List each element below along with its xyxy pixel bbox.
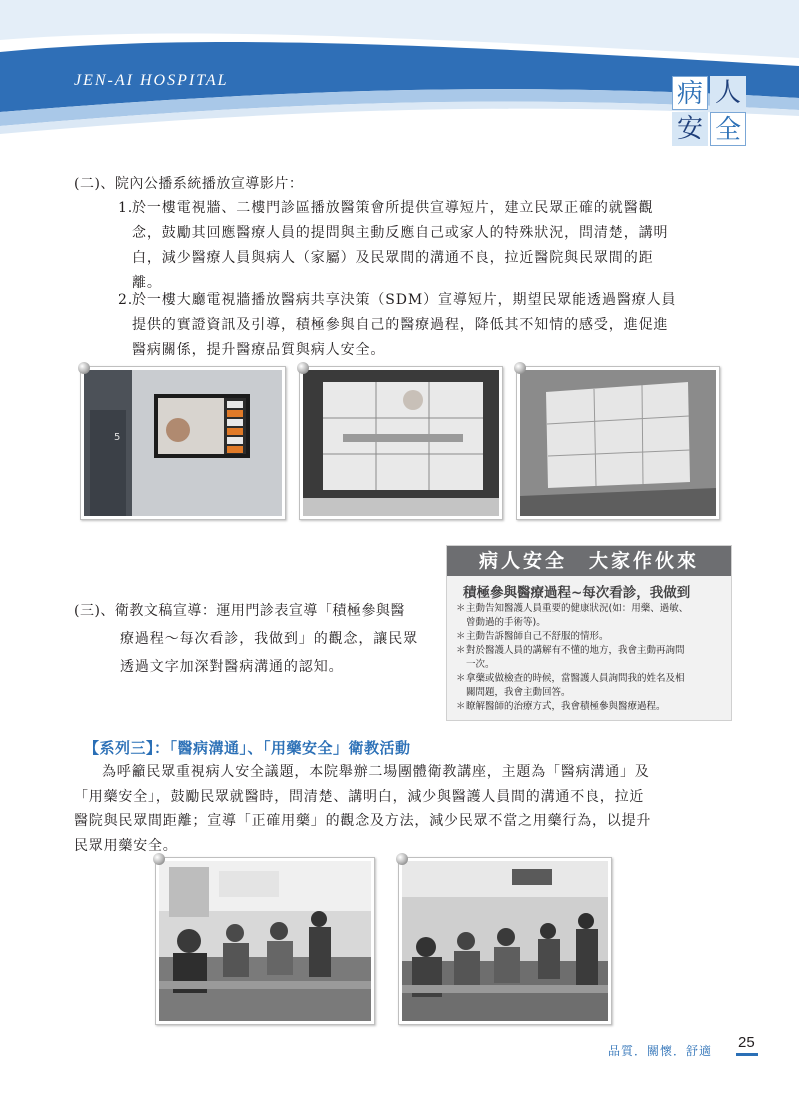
item-line: 念，鼓勵其回應醫療人員的提問與主動反應自己或家人的特殊狀況，問清楚，講明 [132, 225, 669, 241]
list-item: ＊ 主動告訴醫師自己不舒服的情形。 [456, 631, 609, 642]
section3-body [120, 625, 450, 681]
section2-title: (二)、院內公播系統播放宣導影片： [74, 176, 304, 192]
video-wall-side-scene [520, 370, 716, 516]
bullet-star-icon: ＊ [456, 701, 466, 712]
footer-rule [736, 1053, 758, 1056]
photo-seminar-2 [398, 857, 612, 1025]
series3-line: 「用藥安全」，鼓勵民眾就醫時，問清楚、講明白，減少與醫護人員間的溝通不良，拉近 [74, 788, 645, 805]
item-number: 1. [118, 200, 134, 216]
seminar-1-scene [159, 861, 371, 1021]
pin-icon [297, 362, 309, 374]
item-line: 離。 [132, 275, 162, 291]
item-line: 於一樓大廳電視牆播放醫病共享決策（SDM）宣導短片，期望民眾能透過醫療人員 [132, 292, 677, 308]
list-item: ＊ 主動告知醫護人員重要的健康狀況(如：用藥、過敏、 曾動過的手術等)。 [456, 603, 689, 628]
logo-char-1: 病 [672, 76, 708, 110]
logo-char-4: 全 [710, 112, 746, 146]
bullet-star-icon: ＊ [456, 631, 466, 642]
pin-icon [153, 853, 165, 865]
hospital-name: JEN-AI HOSPITAL [74, 72, 229, 89]
campaign-list [456, 602, 728, 714]
section3-line: 透過文字加深對醫病溝通的認知。 [120, 659, 344, 675]
item-line: 白，減少醫療人員與病人（家屬）及民眾間的溝通不良，拉近醫院與民眾間的距 [132, 250, 654, 266]
campaign-subheading: 積極參與醫療過程~每次看診，我做到 [463, 585, 691, 601]
pin-icon [514, 362, 526, 374]
item-line: 提供的實證資訊及引導，積極參與自己的醫療過程，降低其不知情的感受，進促進 [132, 317, 669, 333]
door-number: 5 [114, 432, 121, 443]
tv-wall-scene [84, 370, 282, 516]
photo-lobby-video-wall-side [516, 366, 720, 520]
photo-seminar-1 [155, 857, 375, 1025]
section3-first-line: (三)、衛教文稿宣導：運用門診表宣導「積極參與醫 [74, 603, 405, 619]
series3-line: 為呼籲民眾重視病人安全議題，本院舉辦二場團體衛教講座，主題為「醫病溝通」及 [102, 764, 650, 780]
series3-line: 醫院與民眾間距離；宣導「正確用藥」的觀念及方法，減少民眾不當之用藥行為，以提升 [74, 813, 652, 829]
item-number: 2. [118, 292, 134, 308]
patient-safety-logo [672, 76, 748, 146]
logo-char-3: 安 [672, 112, 708, 146]
seminar-2-scene [402, 861, 608, 1021]
list-item: ＊ 瞭解醫師的治療方式，我會積極參與醫療過程。 [456, 701, 666, 712]
series3-body [74, 760, 714, 858]
video-wall-scene [303, 370, 499, 516]
footer-tagline: 品質．關懷．舒適 [608, 1044, 713, 1058]
photo-lobby-video-wall [299, 366, 503, 520]
bullet-star-icon: ＊ [456, 603, 466, 614]
series3-title: 【系列三】：「醫病溝通」、「用藥安全」衛教活動 [84, 739, 411, 757]
page-number: 25 [738, 1034, 755, 1051]
photo-tv-wall [80, 366, 286, 520]
section3-line: 療過程～每次看診，我做到」的觀念，讓民眾 [120, 631, 418, 647]
list-item: ＊ 對於醫護人員的講解有不懂的地方，我會主動再詢問 一次。 [456, 645, 685, 670]
list-item: ＊ 拿藥或做檢查的時候，當醫護人員詢問我的姓名及相 關問題，我會主動回答。 [456, 673, 685, 698]
series3-line: 民眾用藥安全。 [74, 837, 178, 854]
bullet-star-icon: ＊ [456, 673, 466, 684]
logo-char-2: 人 [710, 76, 746, 110]
campaign-heading: 病人安全 大家作伙來 [447, 546, 731, 576]
campaign-notice-box [446, 545, 732, 721]
page-header [0, 0, 799, 160]
item-line: 醫病關係，提升醫療品質與病人安全。 [132, 342, 386, 358]
item-line: 於一樓電視牆、二樓門診區播放醫策會所提供宣導短片，建立民眾正確的就醫觀 [132, 200, 654, 216]
pin-icon [78, 362, 90, 374]
bullet-star-icon: ＊ [456, 645, 466, 656]
pin-icon [396, 853, 408, 865]
